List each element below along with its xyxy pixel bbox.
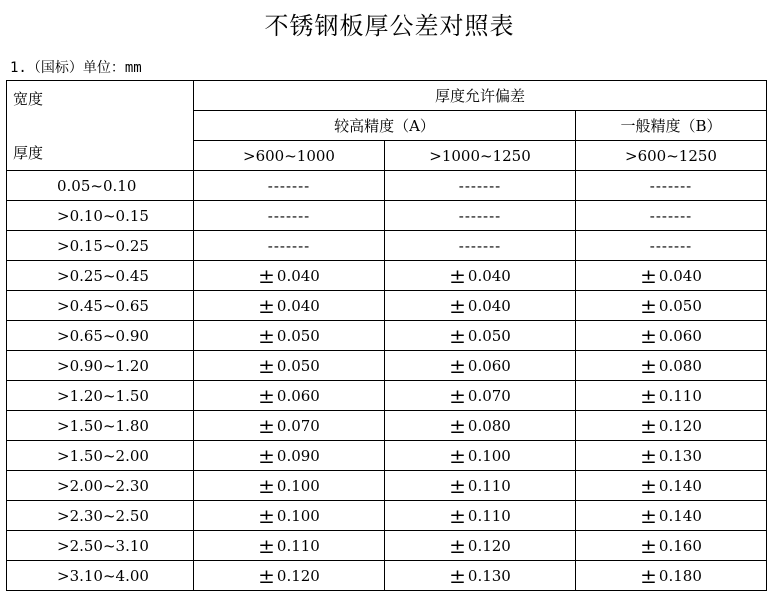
- table-row: [7, 261, 767, 291]
- tolerance-value: 0.100: [276, 506, 320, 525]
- tolerance-value: 0.070: [276, 416, 320, 435]
- tolerance-value: 0.060: [467, 356, 511, 375]
- tolerance-value: 0.090: [276, 446, 320, 465]
- col-a2-header: >1000~1250: [385, 141, 576, 171]
- tolerance-value: 0.110: [467, 476, 511, 495]
- table-row: [7, 201, 767, 231]
- tolerance-cell-empty: -------: [194, 201, 385, 231]
- plus-minus-symbol: ±: [258, 323, 275, 348]
- tolerance-cell: [385, 291, 576, 321]
- thickness-range-cell: >0.25~0.45: [7, 261, 194, 291]
- plus-minus-symbol: ±: [258, 473, 275, 498]
- plus-minus-symbol: ±: [640, 473, 657, 498]
- tolerance-cell: [576, 321, 767, 351]
- tolerance-value: 0.050: [467, 326, 511, 345]
- tolerance-cell: [385, 261, 576, 291]
- plus-minus-symbol: ±: [640, 263, 657, 288]
- tolerance-value: 0.050: [276, 356, 320, 375]
- tolerance-cell: [194, 501, 385, 531]
- tolerance-value: 0.040: [658, 266, 702, 285]
- tolerance-cell: [576, 381, 767, 411]
- thickness-range-cell: >2.30~2.50: [7, 501, 194, 531]
- tolerance-cell: [194, 351, 385, 381]
- tolerance-value: 0.180: [658, 566, 702, 585]
- tolerance-value: 0.040: [467, 296, 511, 315]
- plus-minus-symbol: ±: [258, 503, 275, 528]
- width-label: 宽度: [13, 89, 44, 108]
- tolerance-cell: [385, 531, 576, 561]
- tolerance-value: 0.080: [658, 356, 702, 375]
- thickness-range-cell: >0.90~1.20: [7, 351, 194, 381]
- tolerance-value: 0.040: [276, 266, 320, 285]
- plus-minus-symbol: ±: [640, 323, 657, 348]
- plus-minus-symbol: ±: [449, 563, 466, 588]
- plus-minus-symbol: ±: [449, 353, 466, 378]
- plus-minus-symbol: ±: [258, 383, 275, 408]
- tolerance-value: 0.160: [658, 536, 702, 555]
- tolerance-cell: [576, 531, 767, 561]
- corner-header-cell: [7, 81, 194, 171]
- tolerance-cell: [385, 471, 576, 501]
- tolerance-cell: [385, 381, 576, 411]
- plus-minus-symbol: ±: [258, 443, 275, 468]
- tolerance-value: 0.050: [658, 296, 702, 315]
- tolerance-cell-empty: -------: [194, 171, 385, 201]
- plus-minus-symbol: ±: [640, 443, 657, 468]
- tolerance-value: 0.130: [467, 566, 511, 585]
- plus-minus-symbol: ±: [640, 503, 657, 528]
- tolerance-cell: [194, 531, 385, 561]
- tolerance-cell-empty: -------: [385, 201, 576, 231]
- deviation-header: 厚度允许偏差: [194, 81, 767, 111]
- header-row-1: [7, 81, 767, 111]
- plus-minus-symbol: ±: [449, 323, 466, 348]
- thickness-range-cell: >1.50~2.00: [7, 441, 194, 471]
- tolerance-cell: [385, 321, 576, 351]
- plus-minus-symbol: ±: [640, 533, 657, 558]
- table-row: [7, 501, 767, 531]
- tolerance-value: 0.140: [658, 506, 702, 525]
- tolerance-cell: [194, 321, 385, 351]
- thickness-range-cell: >2.00~2.30: [7, 471, 194, 501]
- tolerance-cell-empty: -------: [576, 201, 767, 231]
- group-a-header: 较高精度（A）: [194, 111, 576, 141]
- plus-minus-symbol: ±: [449, 413, 466, 438]
- tolerance-cell-empty: -------: [385, 171, 576, 201]
- table-row: [7, 411, 767, 441]
- tolerance-cell: [385, 501, 576, 531]
- tolerance-value: 0.100: [276, 476, 320, 495]
- col-a1-header: >600~1000: [194, 141, 385, 171]
- tolerance-value: 0.080: [467, 416, 511, 435]
- tolerance-value: 0.110: [658, 386, 702, 405]
- plus-minus-symbol: ±: [258, 263, 275, 288]
- thickness-range-cell: >3.10~4.00: [7, 561, 194, 591]
- plus-minus-symbol: ±: [449, 383, 466, 408]
- tolerance-cell-empty: -------: [576, 231, 767, 261]
- table-row: [7, 171, 767, 201]
- tolerance-value: 0.110: [467, 506, 511, 525]
- tolerance-cell: [194, 381, 385, 411]
- table-row: [7, 531, 767, 561]
- table-row: [7, 561, 767, 591]
- tolerance-value: 0.130: [658, 446, 702, 465]
- tolerance-cell: [576, 261, 767, 291]
- tolerance-value: 0.120: [467, 536, 511, 555]
- tolerance-value: 0.070: [467, 386, 511, 405]
- tolerance-cell: [385, 351, 576, 381]
- tolerance-cell: [385, 561, 576, 591]
- plus-minus-symbol: ±: [640, 563, 657, 588]
- plus-minus-symbol: ±: [258, 533, 275, 558]
- tolerance-value: 0.040: [276, 296, 320, 315]
- thickness-range-cell: >0.65~0.90: [7, 321, 194, 351]
- tolerance-value: 0.050: [276, 326, 320, 345]
- tolerance-cell: [385, 441, 576, 471]
- plus-minus-symbol: ±: [449, 293, 466, 318]
- tolerance-cell: [194, 291, 385, 321]
- thickness-range-cell: >0.10~0.15: [7, 201, 194, 231]
- table-row: [7, 381, 767, 411]
- plus-minus-symbol: ±: [449, 443, 466, 468]
- plus-minus-symbol: ±: [449, 473, 466, 498]
- tolerance-cell: [576, 291, 767, 321]
- table-row: [7, 441, 767, 471]
- tolerance-cell: [194, 411, 385, 441]
- unit-note: 1.（国标）单位：mm: [10, 60, 142, 76]
- tolerance-value: 0.060: [658, 326, 702, 345]
- tolerance-value: 0.060: [276, 386, 320, 405]
- plus-minus-symbol: ±: [258, 353, 275, 378]
- tolerance-cell: [576, 501, 767, 531]
- plus-minus-symbol: ±: [449, 533, 466, 558]
- tolerance-cell: [576, 471, 767, 501]
- tolerance-cell: [576, 561, 767, 591]
- table-row: [7, 321, 767, 351]
- plus-minus-symbol: ±: [449, 263, 466, 288]
- table-row: [7, 471, 767, 501]
- plus-minus-symbol: ±: [449, 503, 466, 528]
- tolerance-value: 0.110: [276, 536, 320, 555]
- plus-minus-symbol: ±: [640, 293, 657, 318]
- tolerance-cell: [194, 261, 385, 291]
- thickness-range-cell: 0.05~0.10: [7, 171, 194, 201]
- plus-minus-symbol: ±: [258, 293, 275, 318]
- tolerance-cell: [194, 561, 385, 591]
- tolerance-cell-empty: -------: [385, 231, 576, 261]
- thickness-range-cell: >1.20~1.50: [7, 381, 194, 411]
- plus-minus-symbol: ±: [258, 563, 275, 588]
- plus-minus-symbol: ±: [640, 383, 657, 408]
- thickness-label: 厚度: [13, 143, 44, 162]
- tolerance-cell: [194, 471, 385, 501]
- thickness-range-cell: >1.50~1.80: [7, 411, 194, 441]
- tolerance-value: 0.040: [467, 266, 511, 285]
- plus-minus-symbol: ±: [640, 413, 657, 438]
- page-title: 不锈钢板厚公差对照表: [264, 12, 515, 40]
- tolerance-cell: [194, 441, 385, 471]
- table-row: [7, 231, 767, 261]
- plus-minus-symbol: ±: [258, 413, 275, 438]
- tolerance-cell-empty: -------: [576, 171, 767, 201]
- tolerance-table: [6, 80, 767, 591]
- tolerance-value: 0.140: [658, 476, 702, 495]
- tolerance-cell: [576, 441, 767, 471]
- tolerance-value: 0.120: [276, 566, 320, 585]
- table-row: [7, 351, 767, 381]
- table-row: [7, 291, 767, 321]
- tolerance-cell: [385, 411, 576, 441]
- tolerance-value: 0.120: [658, 416, 702, 435]
- tolerance-cell-empty: -------: [194, 231, 385, 261]
- thickness-range-cell: >2.50~3.10: [7, 531, 194, 561]
- tolerance-cell: [576, 411, 767, 441]
- thickness-range-cell: >0.45~0.65: [7, 291, 194, 321]
- col-b-header: >600~1250: [576, 141, 767, 171]
- thickness-range-cell: >0.15~0.25: [7, 231, 194, 261]
- tolerance-value: 0.100: [467, 446, 511, 465]
- group-b-header: 一般精度（B）: [576, 111, 767, 141]
- plus-minus-symbol: ±: [640, 353, 657, 378]
- tolerance-cell: [576, 351, 767, 381]
